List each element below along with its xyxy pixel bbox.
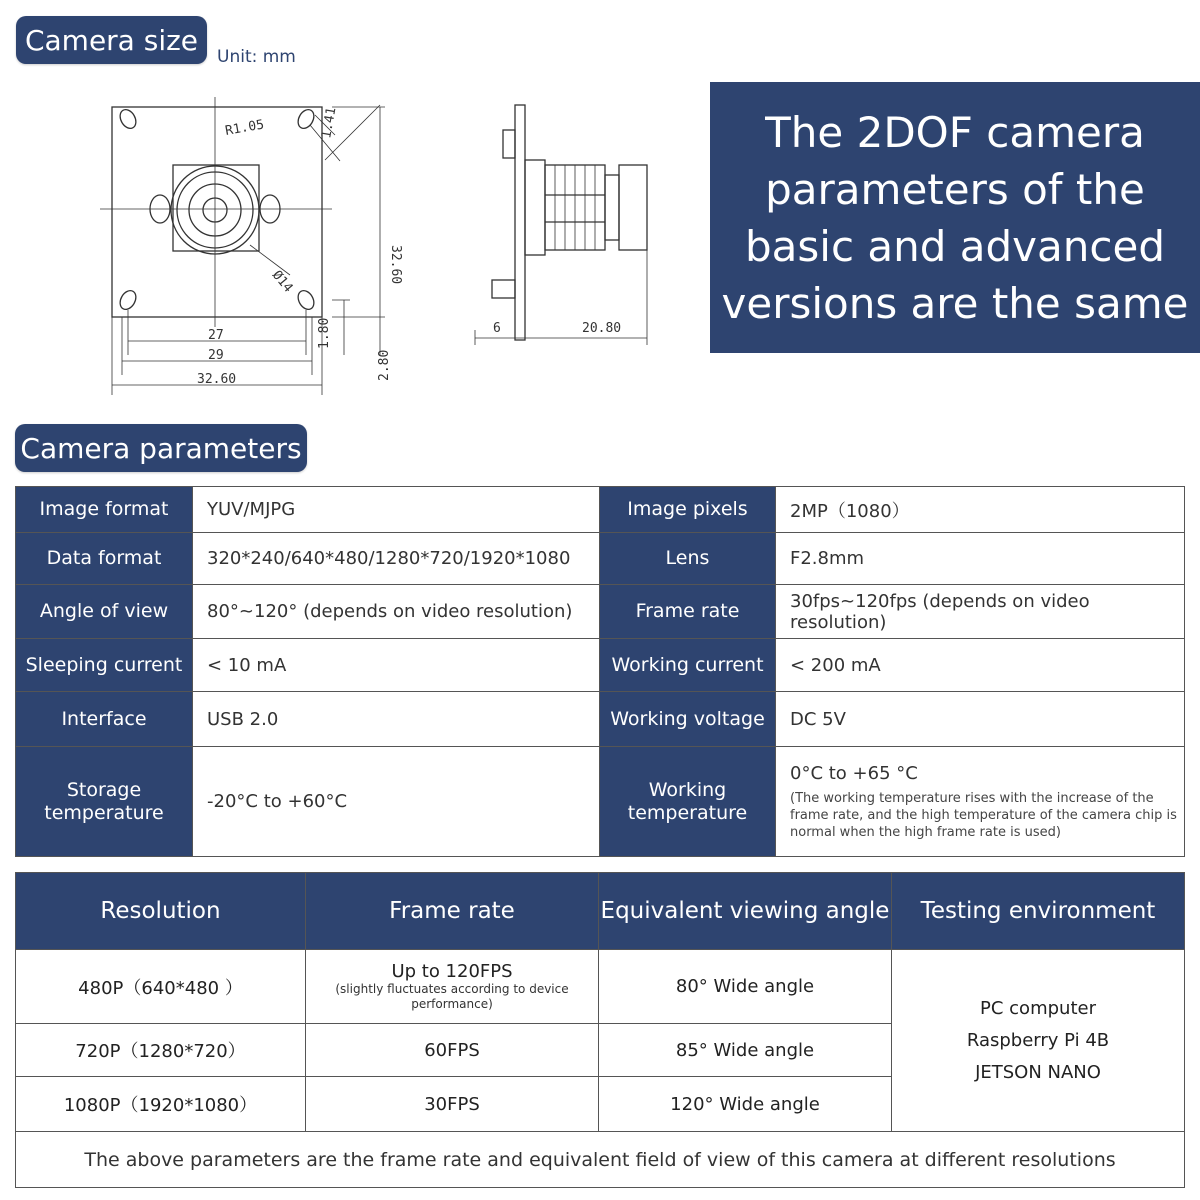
param-value: 80°~120° (depends on video resolution): [193, 585, 600, 639]
table-footer-row: [16, 1132, 1185, 1188]
environment-item: Raspberry Pi 4B: [966, 1029, 1110, 1051]
dim-width-27: 27: [208, 328, 224, 343]
param-label: Image format: [16, 487, 193, 533]
dim-diameter: Ø14: [268, 267, 296, 296]
dim-2080: 20.80: [582, 321, 622, 336]
resolution-cell: 480P（640*480 ）: [16, 950, 306, 1024]
fps-cell: 30FPS: [306, 1077, 599, 1132]
fps-cell: [306, 950, 599, 1024]
side-view-drawing: [470, 100, 700, 350]
param-label: Angle of view: [16, 585, 193, 639]
param-label: Interface: [16, 692, 193, 747]
param-value: 2MP（1080）: [776, 487, 1185, 533]
dim-r105: R1.05: [224, 117, 266, 139]
table-row: [16, 950, 1185, 1024]
working-temp-note: (The working temperature rises with the increase of the frame rate, and the high temperature of the camera chip is normal when the high frame rate is used): [790, 790, 1177, 840]
param-label: Image pixels: [600, 487, 776, 533]
working-temp-value: 0°C to +65 °C: [790, 762, 918, 784]
param-value: 320*240/640*480/1280*720/1920*1080: [193, 533, 600, 585]
param-value: < 10 mA: [193, 639, 600, 692]
param-value: -20°C to +60°C: [193, 747, 600, 857]
param-label: Sleeping current: [16, 639, 193, 692]
resolution-cell: 720P（1280*720）: [16, 1024, 306, 1077]
param-value: YUV/MJPG: [193, 487, 600, 533]
environment-item: PC computer: [980, 997, 1096, 1019]
unit-label: Unit: mm: [217, 47, 296, 67]
column-header: Frame rate: [306, 873, 599, 950]
dim-141: 1.41: [319, 106, 340, 140]
param-label: Working current: [600, 639, 776, 692]
parameters-table: [15, 486, 1185, 857]
dim-280: 2.80: [377, 349, 392, 381]
table-row: [16, 747, 1185, 857]
param-value: < 200 mA: [776, 639, 1185, 692]
table-header-row: [16, 873, 1185, 950]
param-label: Lens: [600, 533, 776, 585]
resolution-cell: 1080P（1920*1080）: [16, 1077, 306, 1132]
table-row: [16, 487, 1185, 533]
dim-180: 1.80: [317, 317, 332, 349]
param-value: 30fps~120fps (depends on video resolution): [776, 585, 1185, 639]
param-label: Working voltage: [600, 692, 776, 747]
front-view-drawing: [100, 95, 410, 405]
table-row: [16, 639, 1185, 692]
fps-note: (slightly fluctuates according to device performance): [335, 982, 569, 1011]
angle-cell: 120° Wide angle: [599, 1077, 892, 1132]
param-value: F2.8mm: [776, 533, 1185, 585]
param-label: Frame rate: [600, 585, 776, 639]
param-label: Working temperature: [600, 747, 776, 857]
environment-cell: [892, 950, 1185, 1132]
dim-width-29: 29: [208, 348, 224, 363]
camera-size-title: Camera size: [16, 16, 207, 64]
param-value: DC 5V: [776, 692, 1185, 747]
dim-6: 6: [493, 321, 501, 336]
banner-text: The 2DOF camera parameters of the basic and advanced versions are the same: [721, 107, 1189, 328]
resolution-table: [15, 872, 1185, 1188]
dim-width-3260: 32.60: [197, 372, 237, 387]
fps-value: Up to 120FPS: [391, 961, 513, 982]
dim-height-3260: 32.60: [388, 245, 403, 285]
param-value: [776, 747, 1185, 857]
info-banner: [710, 82, 1200, 353]
param-value: USB 2.0: [193, 692, 600, 747]
column-header: Testing environment: [892, 873, 1185, 950]
table-row: [16, 533, 1185, 585]
column-header: Resolution: [16, 873, 306, 950]
angle-cell: 80° Wide angle: [599, 950, 892, 1024]
table-row: [16, 692, 1185, 747]
footer-note: The above parameters are the frame rate and equivalent field of view of this camera at different resolutions: [16, 1132, 1185, 1188]
fps-cell: 60FPS: [306, 1024, 599, 1077]
param-label: Data format: [16, 533, 193, 585]
table-row: [16, 585, 1185, 639]
angle-cell: 85° Wide angle: [599, 1024, 892, 1077]
column-header: Equivalent viewing angle: [599, 873, 892, 950]
param-label: Storage temperature: [16, 747, 193, 857]
environment-item: JETSON NANO: [975, 1061, 1101, 1083]
camera-parameters-title: Camera parameters: [15, 424, 307, 472]
